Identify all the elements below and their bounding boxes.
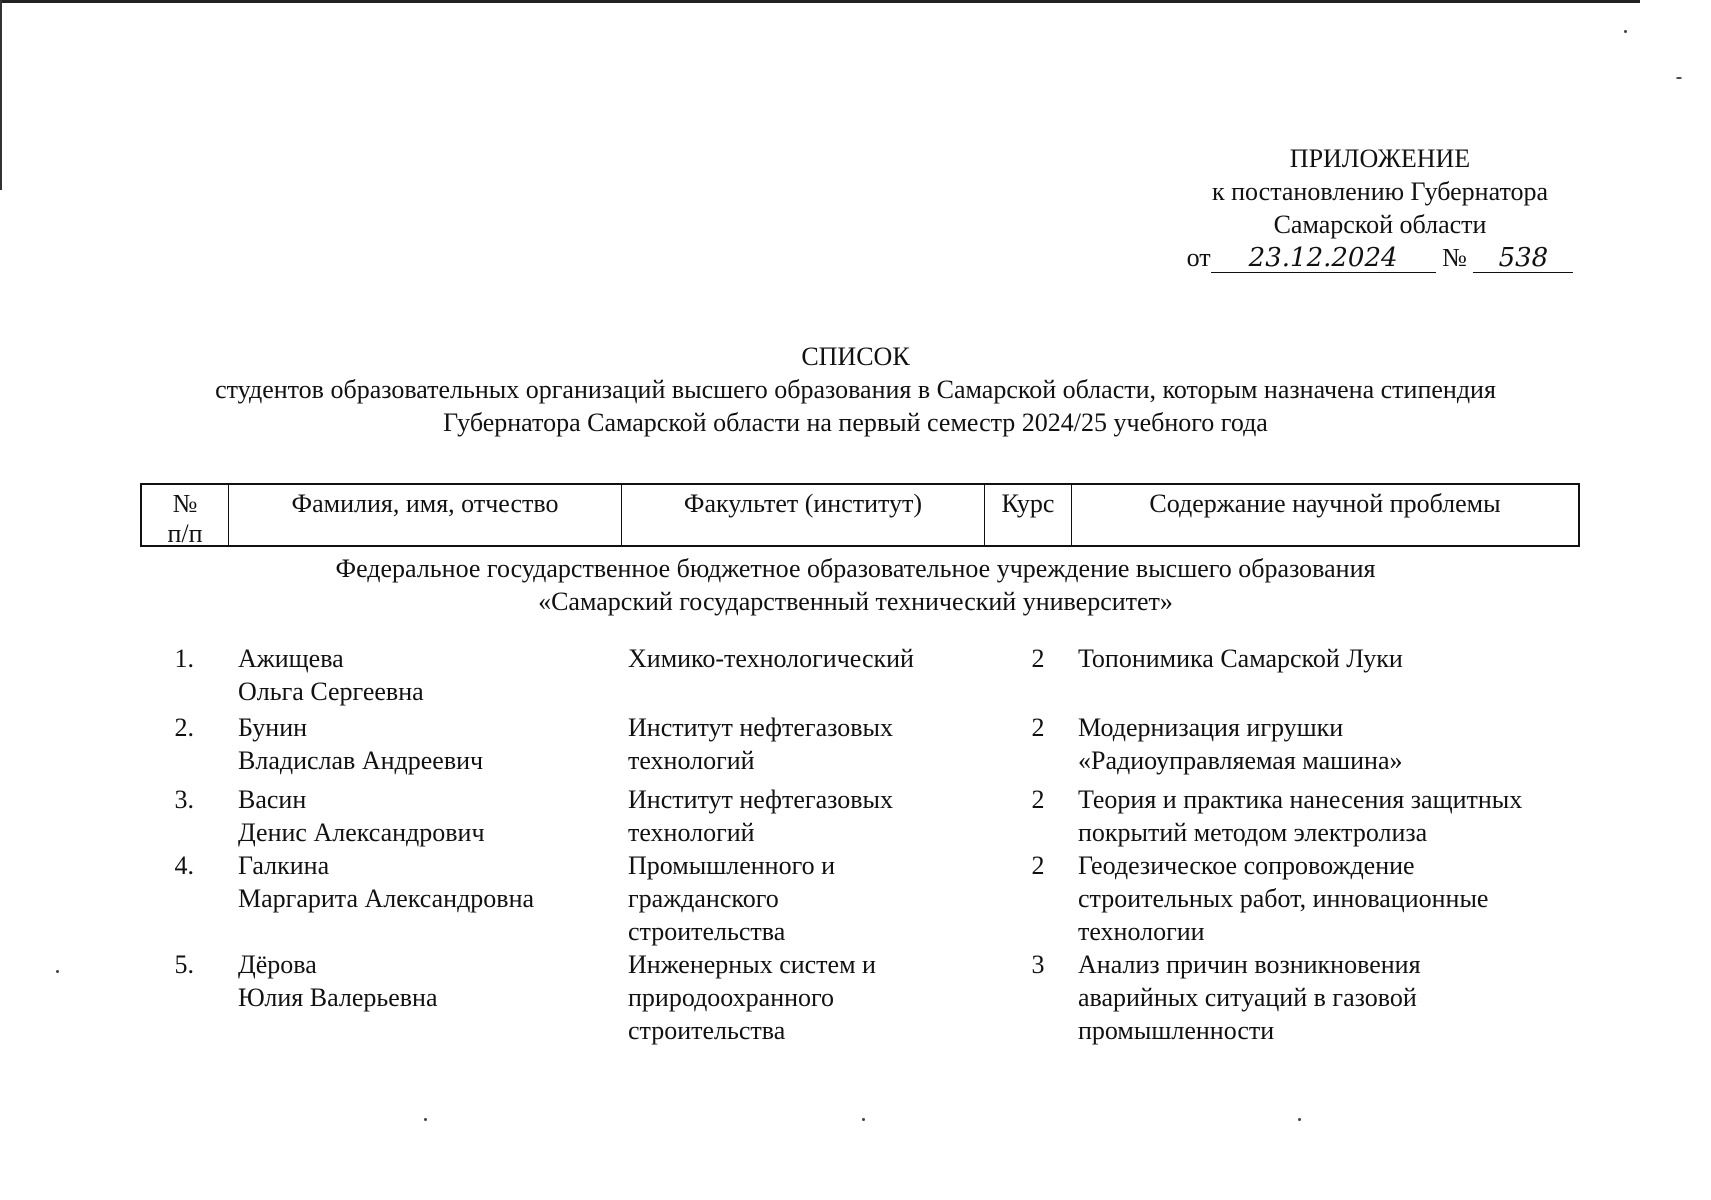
student-surname: Ажищева xyxy=(238,644,344,673)
faculty-line: строительства xyxy=(628,1016,786,1045)
document-subtitle-line-1: студентов образовательных организаций высшего образования в Самарской области, которым назначена стипендия xyxy=(215,375,1496,404)
student-surname: Галкина xyxy=(238,851,330,880)
scan-speck xyxy=(424,1118,427,1121)
table-row xyxy=(140,948,1580,1047)
student-course: 3 xyxy=(1031,950,1045,979)
faculty-line: Институт нефтегазовых xyxy=(628,713,893,742)
scan-speck xyxy=(56,970,59,973)
appendix-from-prefix: от xyxy=(1186,243,1211,272)
student-name xyxy=(238,783,628,849)
table-header xyxy=(140,483,1580,547)
student-course: 2 xyxy=(1031,713,1045,742)
student-name xyxy=(238,849,628,948)
header-name: Фамилия, имя, отчество xyxy=(229,485,622,545)
research-topic xyxy=(1078,948,1580,1047)
faculty-line: гражданского xyxy=(628,884,779,913)
header-faculty: Факультет (институт) xyxy=(622,485,985,545)
appendix-number-sign: № xyxy=(1442,243,1467,272)
university-line-2: «Самарский государственный технический университет» xyxy=(538,587,1173,616)
student-list xyxy=(140,642,1580,1047)
student-name xyxy=(238,948,628,1047)
student-faculty xyxy=(628,948,998,1047)
topic-line: аварийных ситуаций в газовой xyxy=(1078,983,1417,1012)
topic-line: Анализ причин возникновения xyxy=(1078,950,1421,979)
research-topic xyxy=(1078,783,1580,849)
student-faculty xyxy=(628,711,998,783)
student-faculty xyxy=(628,642,998,711)
row-number: 1. xyxy=(174,644,194,673)
faculty-line: технологий xyxy=(628,818,755,847)
student-course: 2 xyxy=(1031,851,1045,880)
topic-line: покрытий методом электролиза xyxy=(1078,818,1428,847)
scan-border-top xyxy=(0,0,1640,3)
university-heading xyxy=(0,552,1711,618)
faculty-line: технологий xyxy=(628,746,755,775)
student-faculty xyxy=(628,849,998,948)
document-title: СПИСОК xyxy=(801,342,910,371)
topic-line: технологии xyxy=(1078,917,1205,946)
faculty-line: Инженерных систем и xyxy=(628,950,876,979)
faculty-line: Институт нефтегазовых xyxy=(628,785,893,814)
appendix-date: 23.12.2024 xyxy=(1211,244,1436,273)
student-given-names: Владислав Андреевич xyxy=(238,746,484,775)
topic-line: Модернизация игрушки xyxy=(1078,713,1344,742)
row-number: 3. xyxy=(174,785,194,814)
student-course: 2 xyxy=(1031,785,1045,814)
university-line-1: Федеральное государственное бюджетное образовательное учреждение высшего образования xyxy=(335,554,1376,583)
student-surname: Бунин xyxy=(238,713,308,742)
topic-line: Теория и практика нанесения защитных xyxy=(1078,785,1523,814)
scan-border-left xyxy=(0,0,2,190)
appendix-title: ПРИЛОЖЕНИЕ xyxy=(1289,144,1471,173)
research-topic xyxy=(1078,642,1580,711)
faculty-line: Химико-технологический xyxy=(628,644,914,673)
appendix-line-2: Самарской области xyxy=(1273,210,1487,239)
student-faculty xyxy=(628,783,998,849)
topic-line: строительных работ, инновационные xyxy=(1078,884,1489,913)
appendix-block xyxy=(1170,142,1590,274)
header-num-line-1: № xyxy=(172,489,198,518)
scan-speck xyxy=(1298,1118,1301,1121)
scan-speck xyxy=(1624,30,1627,33)
topic-line: Геодезическое сопровождение xyxy=(1078,851,1415,880)
table-row xyxy=(140,711,1580,783)
student-name xyxy=(238,711,628,783)
student-surname: Васин xyxy=(238,785,307,814)
header-num xyxy=(142,485,229,548)
appendix-line-1: к постановлению Губернатора xyxy=(1211,177,1549,206)
row-number: 2. xyxy=(174,713,194,742)
topic-line: Топонимика Самарской Луки xyxy=(1078,644,1403,673)
appendix-number: 538 xyxy=(1473,244,1573,273)
document-subtitle-line-2: Губернатора Самарской области на первый семестр 2024/25 учебного года xyxy=(443,408,1268,437)
research-topic xyxy=(1078,849,1580,948)
appendix-date-line xyxy=(1170,241,1590,274)
row-number: 5. xyxy=(174,950,194,979)
student-given-names: Ольга Сергеевна xyxy=(238,677,424,706)
header-course: Курс xyxy=(985,485,1072,545)
header-topic: Содержание научной проблемы xyxy=(1149,489,1501,518)
header-num-line-2: п/п xyxy=(167,519,203,548)
student-course: 2 xyxy=(1031,644,1045,673)
student-surname: Дёрова xyxy=(238,950,317,979)
table-row xyxy=(140,642,1580,711)
faculty-line: строительства xyxy=(628,917,786,946)
scan-speck xyxy=(1676,77,1682,79)
student-given-names: Юлия Валерьевна xyxy=(238,983,438,1012)
table-row xyxy=(140,849,1580,948)
student-given-names: Денис Александрович xyxy=(238,818,485,847)
research-topic xyxy=(1078,711,1580,783)
document-title-block xyxy=(0,340,1711,439)
row-number: 4. xyxy=(174,851,194,880)
topic-line: «Радиоуправляемая машина» xyxy=(1078,746,1403,775)
faculty-line: природоохранного xyxy=(628,983,835,1012)
table-row xyxy=(140,783,1580,849)
faculty-line: Промышленного и xyxy=(628,851,835,880)
scan-speck xyxy=(862,1118,865,1121)
student-given-names: Маргарита Александровна xyxy=(238,884,535,913)
topic-line: промышленности xyxy=(1078,1016,1275,1045)
student-name xyxy=(238,642,628,711)
